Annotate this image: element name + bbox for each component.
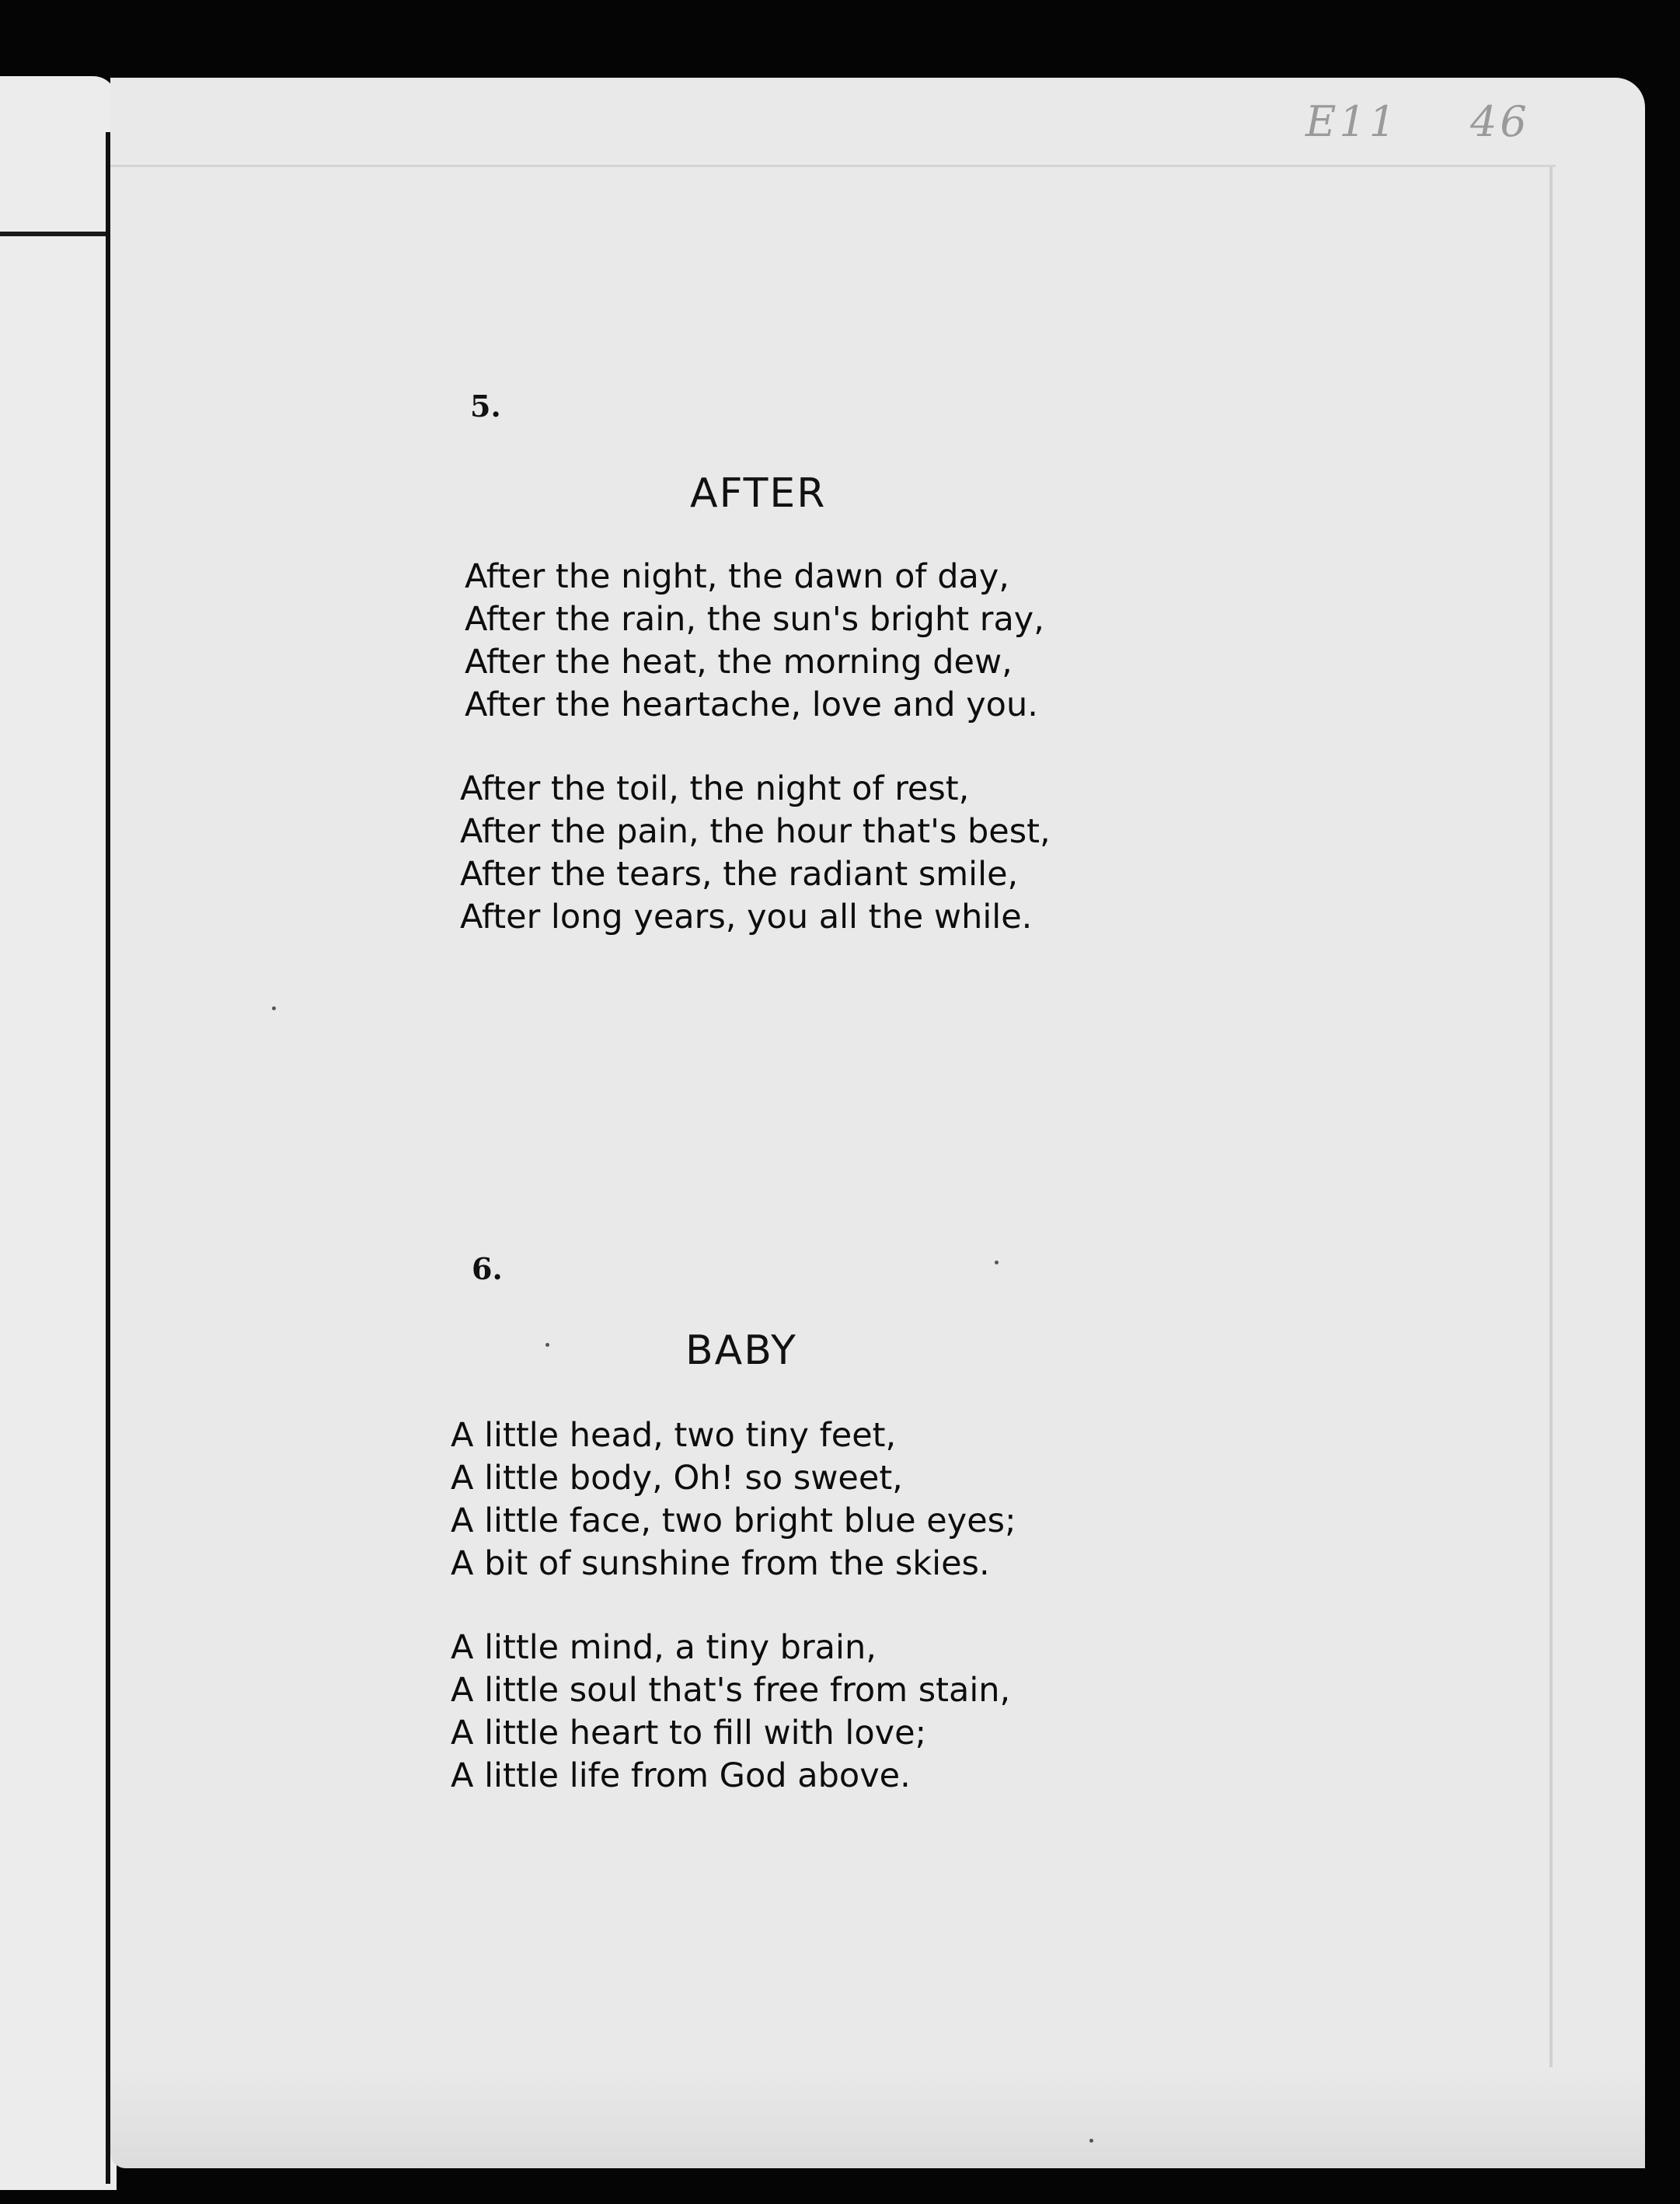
poem-stanza (451, 1414, 1016, 1585)
poem-title: AFTER (690, 470, 827, 517)
paper-speck (1089, 2139, 1093, 2143)
poem-line: A little body, Oh! so sweet, (451, 1459, 903, 1498)
poem-line: A little heart to fill with love; (451, 1714, 927, 1752)
poem-line: A little head, two tiny feet, (451, 1416, 897, 1455)
handwritten-mark-left: E11 (1305, 97, 1399, 146)
paper-speck (272, 1006, 276, 1010)
poem-stanza (465, 556, 1044, 727)
poem-stanza (451, 1627, 1010, 1798)
poem-line: A bit of sunshine from the skies. (451, 1544, 990, 1583)
poem-line: After the night, the dawn of day, (465, 557, 1009, 596)
poem-line: After the pain, the hour that's best, (460, 812, 1051, 851)
poem-line: A little soul that's free from stain, (451, 1671, 1011, 1710)
left-page-edge (0, 76, 117, 2190)
poem-line: After the rain, the sun's bright ray, (465, 600, 1044, 639)
paper-speck (545, 1343, 549, 1347)
handwritten-mark-right: 46 (1470, 97, 1530, 146)
paper-speck (995, 1261, 999, 1264)
page-top-rule (110, 165, 1556, 167)
poem-line: A little mind, a tiny brain, (451, 1628, 877, 1667)
poem-number: 5. (470, 389, 501, 424)
left-page-rule (0, 232, 109, 236)
poem-stanza (460, 768, 1051, 939)
page-bottom-edge (110, 2067, 1645, 2168)
poem-line: After long years, you all the while. (460, 898, 1033, 936)
page-right-rule (1549, 167, 1553, 2164)
poem-line: After the toil, the night of rest, (460, 769, 970, 808)
poem-title: BABY (685, 1327, 797, 1374)
poem-line: After the heat, the morning dew, (465, 643, 1013, 682)
right-page (110, 78, 1645, 2168)
poem-line: A little face, two bright blue eyes; (451, 1501, 1016, 1540)
poem-line: After the heartache, love and you. (465, 685, 1038, 724)
poem-number: 6. (472, 1251, 503, 1286)
poem-line: A little life from God above. (451, 1756, 911, 1795)
poem-line: After the tears, the radiant smile, (460, 855, 1019, 894)
